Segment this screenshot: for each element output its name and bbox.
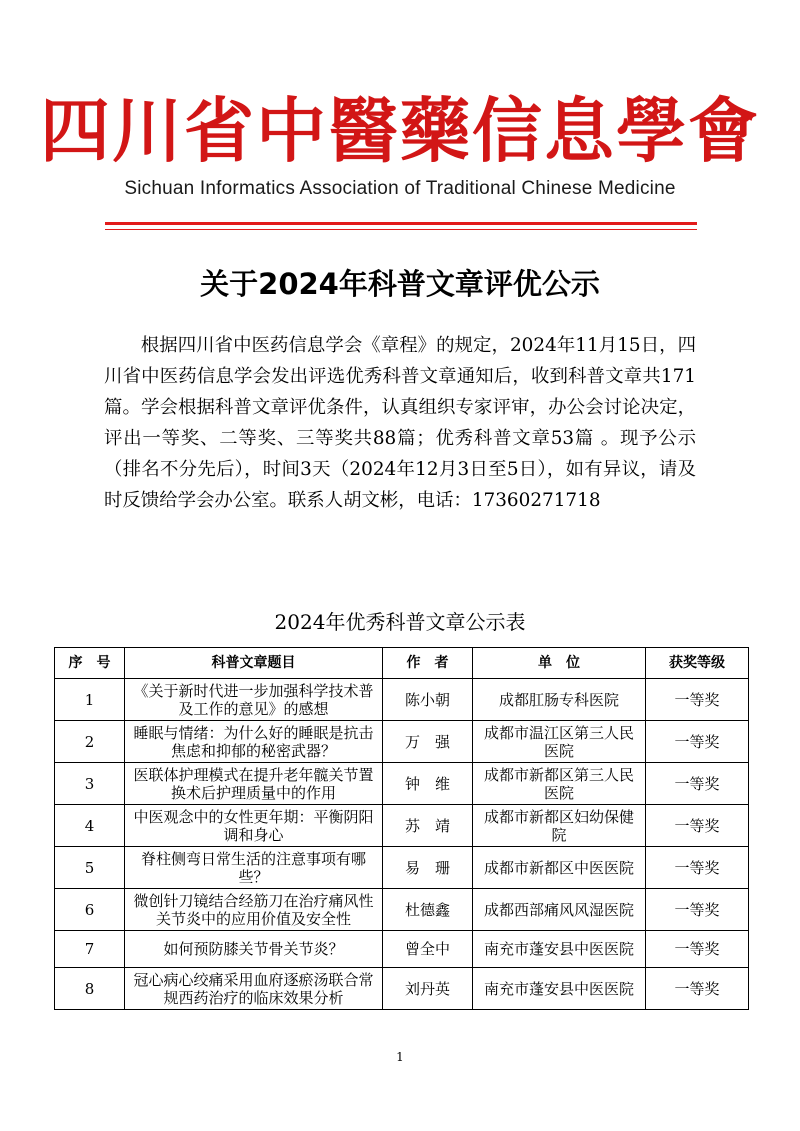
logo-english-name: Sichuan Informatics Association of Traditional Chinese Medicine [124, 178, 676, 199]
cell-author: 易 珊 [383, 847, 473, 889]
cell-award-level: 一等奖 [646, 968, 749, 1010]
cell-index: 7 [55, 931, 125, 968]
table-row [55, 805, 749, 847]
header-author: 作 者 [383, 648, 473, 679]
cell-award-level: 一等奖 [646, 931, 749, 968]
cell-author: 钟 维 [383, 763, 473, 805]
table-title: 2024年优秀科普文章公示表 [274, 610, 526, 634]
cell-award-level: 一等奖 [646, 889, 749, 931]
cell-award-level: 一等奖 [646, 847, 749, 889]
cell-organization: 南充市蓬安县中医医院 [473, 931, 646, 968]
cell-index: 2 [55, 721, 125, 763]
table-header-row [55, 648, 749, 679]
cell-article-title: 如何预防膝关节骨关节炎？ [125, 931, 383, 968]
cell-index: 6 [55, 889, 125, 931]
table-row [55, 679, 749, 721]
cell-organization: 成都市新都区第三人民医院 [473, 763, 646, 805]
cell-organization: 成都肛肠专科医院 [473, 679, 646, 721]
cell-article-title: 脊柱侧弯日常生活的注意事项有哪些？ [125, 847, 383, 889]
cell-award-level: 一等奖 [646, 679, 749, 721]
cell-article-title: 微创针刀镜结合经筋刀在治疗痛风性关节炎中的应用价值及安全性 [125, 889, 383, 931]
header-divider-thick [105, 222, 697, 225]
cell-index: 5 [55, 847, 125, 889]
cell-article-title: 睡眠与情绪：为什么好的睡眠是抗击焦虑和抑郁的秘密武器？ [125, 721, 383, 763]
document-title: 关于2024年科普文章评优公示 [200, 267, 600, 301]
table-row [55, 847, 749, 889]
awards-table [54, 647, 749, 1010]
table-row [55, 968, 749, 1010]
association-logo [0, 88, 800, 200]
cell-author: 杜德鑫 [383, 889, 473, 931]
table-row [55, 931, 749, 968]
announcement-paragraph: 根据四川省中医药信息学会《章程》的规定，2024年11月15日，四川省中医药信息学会发出评选优秀科普文章通知后，收到科普文章共171篇。学会根据科普文章评优条件，认真组织专家评审，办公会讨论决定，评出一等奖、二等奖、三等奖共88篇；优秀科普文章53篇 。现予公示（排名不分先后），时间3天（2024年12月3日至5日），如有异议，请及时反馈给学会办公室。联系人胡文彬，电话：17360271718 [104, 335, 696, 511]
table-row [55, 721, 749, 763]
cell-index: 1 [55, 679, 125, 721]
logo-chinese-name: 四川省中醫藥信息學會 [40, 90, 760, 172]
header-article-title: 科普文章题目 [125, 648, 383, 679]
table-row [55, 763, 749, 805]
cell-author: 万 强 [383, 721, 473, 763]
cell-award-level: 一等奖 [646, 721, 749, 763]
cell-organization: 成都市温江区第三人民医院 [473, 721, 646, 763]
cell-organization: 成都市新都区妇幼保健院 [473, 805, 646, 847]
header-award-level: 获奖等级 [646, 648, 749, 679]
cell-author: 曾全中 [383, 931, 473, 968]
cell-award-level: 一等奖 [646, 805, 749, 847]
cell-article-title: 中医观念中的女性更年期：平衡阴阳调和身心 [125, 805, 383, 847]
cell-index: 4 [55, 805, 125, 847]
cell-author: 陈小朝 [383, 679, 473, 721]
table-row [55, 889, 749, 931]
page-number: 1 [396, 1050, 404, 1064]
cell-article-title: 冠心病心绞痛采用血府逐瘀汤联合常规西药治疗的临床效果分析 [125, 968, 383, 1010]
cell-article-title: 医联体护理模式在提升老年髋关节置换术后护理质量中的作用 [125, 763, 383, 805]
cell-organization: 南充市蓬安县中医医院 [473, 968, 646, 1010]
cell-author: 刘丹英 [383, 968, 473, 1010]
header-organization: 单 位 [473, 648, 646, 679]
header-divider-thin [105, 229, 697, 230]
cell-organization: 成都市新都区中医医院 [473, 847, 646, 889]
cell-author: 苏 靖 [383, 805, 473, 847]
cell-award-level: 一等奖 [646, 763, 749, 805]
cell-organization: 成都西部痛风风湿医院 [473, 889, 646, 931]
header-index: 序 号 [55, 648, 125, 679]
cell-article-title: 《关于新时代进一步加强科学技术普及工作的意见》的感想 [125, 679, 383, 721]
cell-index: 8 [55, 968, 125, 1010]
cell-index: 3 [55, 763, 125, 805]
